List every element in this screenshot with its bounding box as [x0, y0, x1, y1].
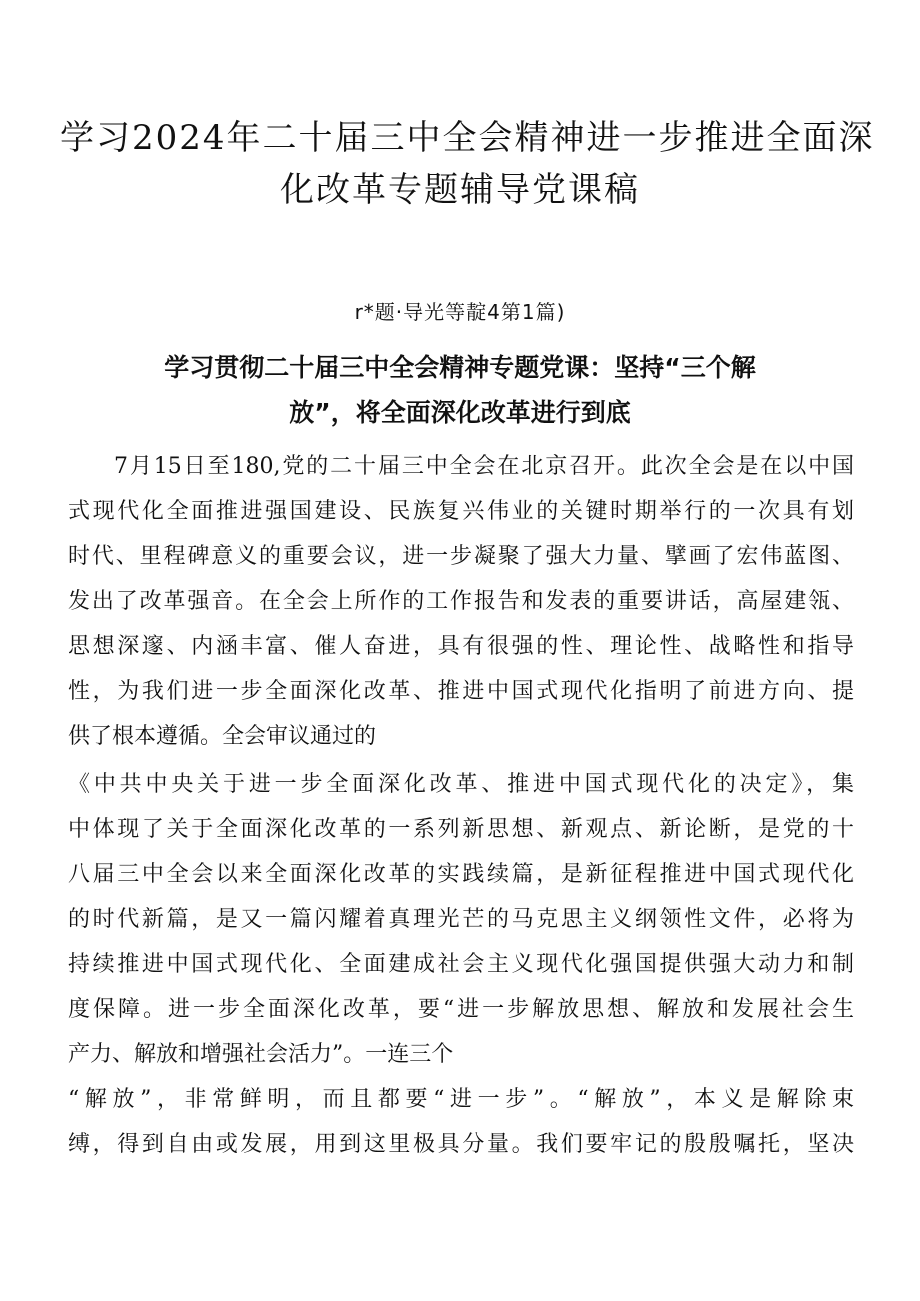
- body-line: 发出了改革强音。在全会上所作的工作报告和发表的重要讲话，高屋建瓴、: [68, 589, 854, 614]
- document-title-line-1: 学习2024年二十届三中全会精神进一步推进全面深: [60, 118, 875, 158]
- body-line: 供了根本遵循。全会审议通过的: [68, 724, 377, 749]
- article-label: r*题·导光等靛4第1篇): [354, 300, 566, 324]
- body-line: 性，为我们进一步全面深化改革、推进中国式现代化指明了前进方向、提: [68, 679, 854, 704]
- body-line: 八届三中全会以来全面深化改革的实践续篇，是新征程推进中国式现代化: [68, 862, 854, 887]
- body-line: 持续推进中国式现代化、全面建成社会主义现代化强国提供强大动力和制: [68, 952, 854, 977]
- subtitle-line-2: 放”，将全面深化改革进行到底: [289, 398, 631, 427]
- body-line: 的时代新篇，是又一篇闪耀着真理光芒的马克思主义纲领性文件，必将为: [68, 907, 854, 932]
- body-line: 7月15日至180,党的二十届三中全会在北京召开。此次全会是在以中国: [114, 454, 854, 479]
- body-line: “解放”，非常鲜明，而且都要“进一步”。“解放”，本义是解除束: [68, 1087, 854, 1112]
- body-line: 时代、里程碑意义的重要会议，进一步凝聚了强大力量、擘画了宏伟蓝图、: [68, 544, 854, 569]
- document-title-line-2: 化改革专题辅导党课稿: [280, 170, 640, 210]
- body-line: 产力、解放和增强社会活力”。一连三个: [68, 1042, 454, 1067]
- body-line: 度保障。进一步全面深化改革，要“进一步解放思想、解放和发展社会生: [68, 997, 854, 1022]
- body-line: 式现代化全面推进强国建设、民族复兴伟业的关键时期举行的一次具有划: [68, 499, 854, 524]
- body-line: 中体现了关于全面深化改革的一系列新思想、新观点、新论断，是党的十: [68, 817, 854, 842]
- body-line: 缚，得到自由或发展，用到这里极具分量。我们要牢记的殷殷嘱托，坚决: [68, 1132, 854, 1157]
- subtitle-line-1: 学习贯彻二十届三中全会精神专题党课：坚持“三个解: [164, 353, 756, 382]
- body-line: 《中共中央关于进一步全面深化改革、推进中国式现代化的决定》，集: [68, 772, 854, 797]
- body-line: 思想深邃、内涵丰富、催人奋进，具有很强的性、理论性、战略性和指导: [68, 634, 854, 659]
